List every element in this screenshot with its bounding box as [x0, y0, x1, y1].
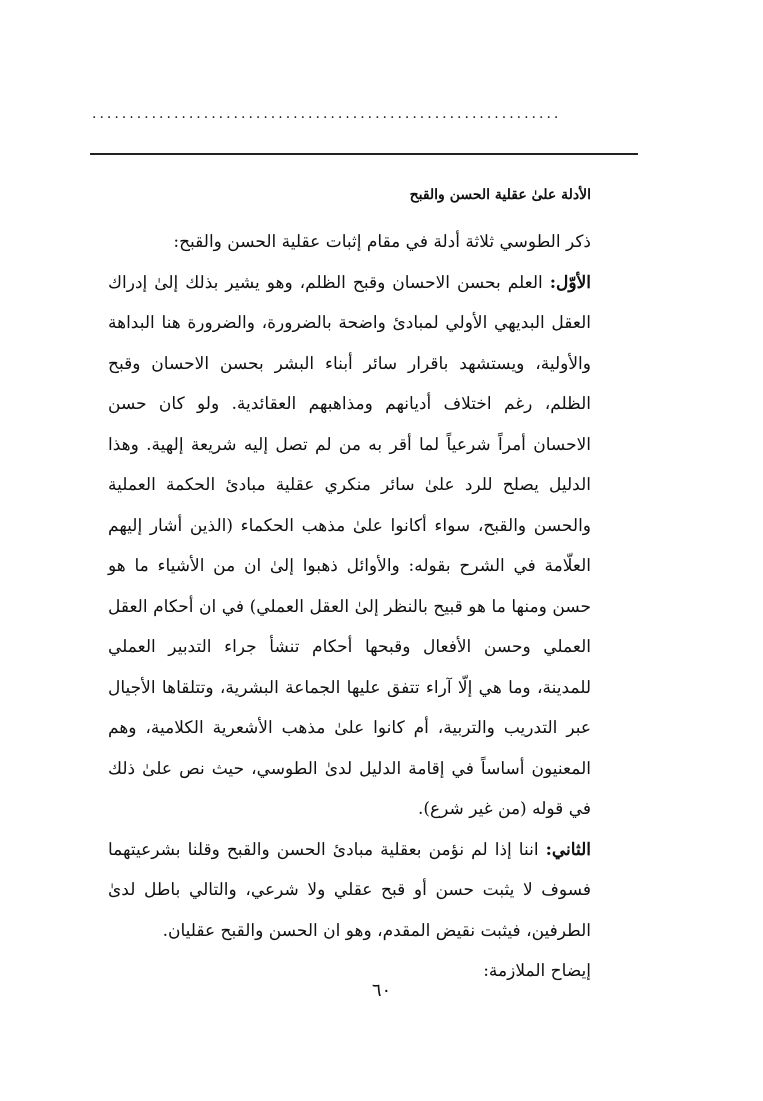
- section-heading: الأدلة علىٰ عقلية الحسن والقبح: [409, 187, 591, 203]
- paragraph-label: الثاني:: [545, 839, 591, 860]
- paragraph-text: العلم بحسن الاحسان وقبح الظلم، وهو يشير بذلك إلىٰ إدراك العقل البديهي الأولي لمبادئ واضحة بالضرورة، والضرورة هنا البداهة والأولية، ويستشهد باقرار سائر أبناء البشر بحسن الاحسان وقبح الظلم، رغم اختلاف أديانهم ومذاهبهم العقائدية. ولو كان حسن الاحسان أمراً شرعياً لما أقر به من لم تصل إليه شريعة إلهية. وهذا الدليل يصلح للرد علىٰ سائر منكري عقلية مبادئ الحكمة العملية والحسن والقبح، سواء أكانوا علىٰ مذهب الحكماء (الذين أشار إليهم العلّامة في الشرح بقوله: والأوائل ذهبوا إلىٰ ان من الأشياء ما هو حسن ومنها ما هو قبيح بالنظر إلىٰ العقل العملي) في ان أحكام العقل العملي وحسن الأفعال وقبحها أحكام تنشأ جراء التدبير العملي للمدينة، وما هي إلّا آراء تتفق عليها الجماعة البشرية، وتتلقاها الأجيال عبر التدريب والتربية، أم كانوا علىٰ مذهب الأشعرية الكلامية، وهم المعنيون أساساً في إقامة الدليل لدىٰ الطوسي، حيث نص علىٰ ذلك في قوله (من غير شرع).: [108, 272, 591, 819]
- page-number: ٦٠: [371, 980, 392, 1001]
- paragraph-second-proof: [108, 830, 591, 952]
- horizontal-rule: [90, 153, 638, 155]
- paragraph-text: إيضاح الملازمة:: [483, 961, 591, 981]
- paragraph-label: الأوّل:: [549, 272, 591, 293]
- paragraph-text: ذكر الطوسي ثلاثة أدلة في مقام إثبات عقلية الحسن والقبح:: [173, 232, 591, 252]
- dotted-separator: ...............................................................: [92, 106, 562, 122]
- paragraph-text: اننا إذا لم نؤمن بعقلية مبادئ الحسن والقبح وقلنا بشرعيتهما فسوف لا يثبت حسن أو قبح عقلي ولا شرعي، والتالي باطل لدىٰ الطرفين، فيثبت نقيض المقدم، وهو ان الحسن والقبح عقليان.: [108, 839, 591, 941]
- paragraph-intro: [108, 222, 591, 263]
- body-text: [108, 222, 591, 992]
- paragraph-first-proof: [108, 263, 591, 830]
